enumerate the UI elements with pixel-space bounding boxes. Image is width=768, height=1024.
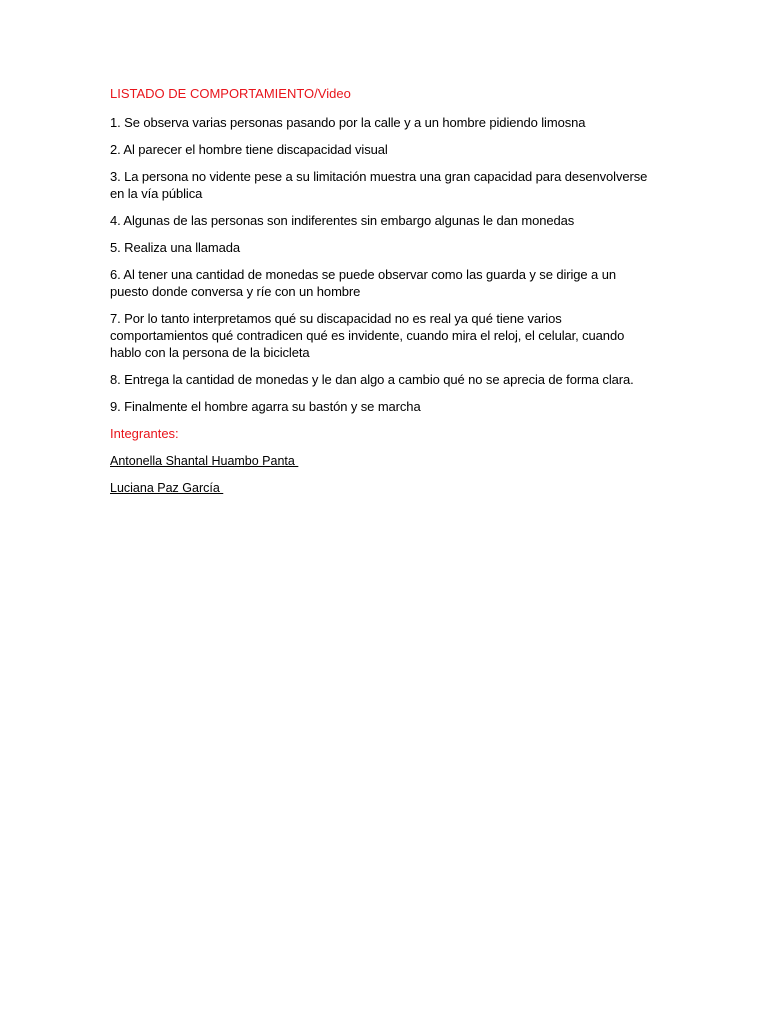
- list-item-7: 7. Por lo tanto interpretamos qué su discapacidad no es real ya qué tiene varios comportamientos qué contradicen qué es invidente, cuando mira el reloj, el celular, cuando hablo con la persona de la bicicleta: [110, 311, 625, 360]
- members-label: Integrantes:: [110, 426, 179, 441]
- list-item-2: 2. Al parecer el hombre tiene discapacidad visual: [110, 142, 388, 157]
- list-item-5: 5. Realiza una llamada: [110, 240, 241, 255]
- document-content: [110, 86, 655, 507]
- list-item-4: 4. Algunas de las personas son indiferentes sin embargo algunas le dan monedas: [110, 213, 575, 228]
- list-item-8: 8. Entrega la cantidad de monedas y le dan algo a cambio qué no se aprecia de forma clara.: [110, 372, 634, 387]
- list-item-9: 9. Finalmente el hombre agarra su bastón y se marcha: [110, 399, 421, 414]
- list-item-6: 6. Al tener una cantidad de monedas se puede observar como las guarda y se dirige a un puesto donde conversa y ríe con un hombre: [110, 267, 616, 299]
- document-title: LISTADO DE COMPORTAMIENTO/Video: [110, 86, 351, 101]
- list-item-3: 3. La persona no vidente pese a su limitación muestra una gran capacidad para desenvolverse en la vía pública: [110, 169, 648, 201]
- list-item-1: 1. Se observa varias personas pasando por la calle y a un hombre pidiendo limosna: [110, 115, 586, 130]
- member-name: Luciana Paz García: [110, 481, 224, 495]
- member-name: Antonella Shantal Huambo Panta: [110, 454, 299, 468]
